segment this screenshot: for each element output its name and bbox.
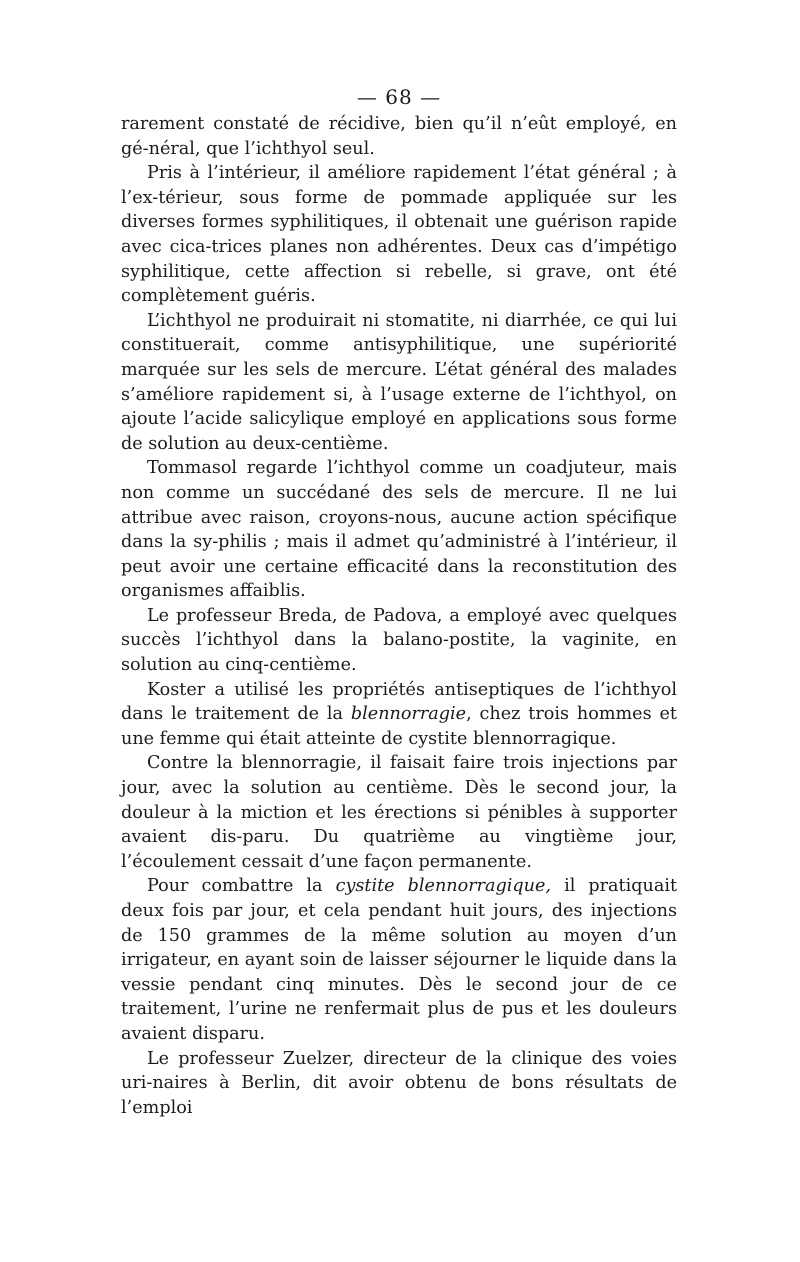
paragraph-text: Pris à l’intérieur, il améliore rapidement l’état général ; à l’ex-térieur, sous forme de pommade appliquée sur les diverses formes syphilitiques, il obtenait une guérison rapide avec cica-trices planes non adhérentes. Deux cas d’impétigo syphilitique, cette affection si rebelle, si grave, ont été complètement guéris. bbox=[121, 163, 677, 307]
paragraph-text: Le professeur Zuelzer, directeur de la clinique des voies uri-naires à Berlin, dit avoir obtenu de bons résultats de l’emploi bbox=[121, 1048, 677, 1118]
paragraph-text: Pour combattre la bbox=[147, 876, 336, 897]
paragraph-tommasol bbox=[121, 456, 677, 604]
paragraph-text: , chez trois hommes et une femme qui était atteinte de cystite blennorragique. bbox=[121, 704, 677, 749]
paragraph-zuelzer bbox=[121, 1047, 677, 1121]
paragraph-text: il pratiquait deux fois par jour, et cela pendant huit jours, des injections de 150 grammes de la même solution au moyen d’un irrigateur, en ayant soin de laisser séjourner le liquide dans la vessie pendant cinq minutes. Dès le second jour de ce traitement, l’urine ne renfermait plus de pus et les douleurs avaient disparu. bbox=[121, 876, 678, 1044]
paragraph-text: L’ichthyol ne produirait ni stomatite, ni diarrhée, ce qui lui constituerait, comme antisyphilitique, une supériorité marquée sur les sels de mercure. L’état général des malades s’améliore rapidement si, à l’usage externe de l’ichthyol, on ajoute l’acide salicylique employé en applications sous forme de solution au deux-centième. bbox=[121, 310, 677, 454]
paragraph-text: Contre la blennorragie, il faisait faire trois injections par jour, avec la solution au centième. Dès le second jour, la douleur à la miction et les érections si pénibles à supporter avaient dis-paru. Du quatrième au vingtième jour, l’écoulement cessait d’une façon permanente. bbox=[121, 753, 677, 872]
paragraph-text: Koster a utilisé les propriétés antiseptiques de l’ichthyol dans le traitement de la bbox=[121, 679, 677, 725]
paragraph-breda bbox=[121, 604, 677, 678]
paragraph-cystitis-treatment bbox=[121, 874, 677, 1046]
paragraph-text: Tommasol regarde l’ichthyol comme un coadjuteur, mais non comme un succédané des sels de mercure. Il ne lui attribue avec raison, croyons-nous, aucune action spécifique dans la sy-philis ; mais il admet qu’administré à l’intérieur, il peut avoir une certaine efficacité dans la reconstitution des organismes affaiblis. bbox=[121, 458, 677, 602]
paragraph-koster bbox=[121, 678, 677, 752]
paragraph-blennorrhagia-treatment bbox=[121, 751, 677, 874]
paragraph-stomatitis bbox=[121, 309, 677, 457]
paragraph-text: Le professeur Breda, de Padova, a employé avec quelques succès l’ichthyol dans la balano-postite, la vaginite, en solution au cinq-centième. bbox=[121, 605, 677, 676]
italic-term: blennorragie bbox=[350, 704, 467, 725]
page-number: — 68 — bbox=[356, 85, 442, 109]
paragraph-continuation bbox=[121, 112, 677, 161]
paragraph-ichthyol-internal-external bbox=[121, 161, 677, 309]
italic-term: cystite blennorragique, bbox=[335, 876, 552, 897]
book-page bbox=[121, 84, 677, 1120]
paragraph-text: rarement constaté de récidive, bien qu’il n’eût employé, en gé-néral, que l’ichthyol seul. bbox=[121, 114, 677, 159]
